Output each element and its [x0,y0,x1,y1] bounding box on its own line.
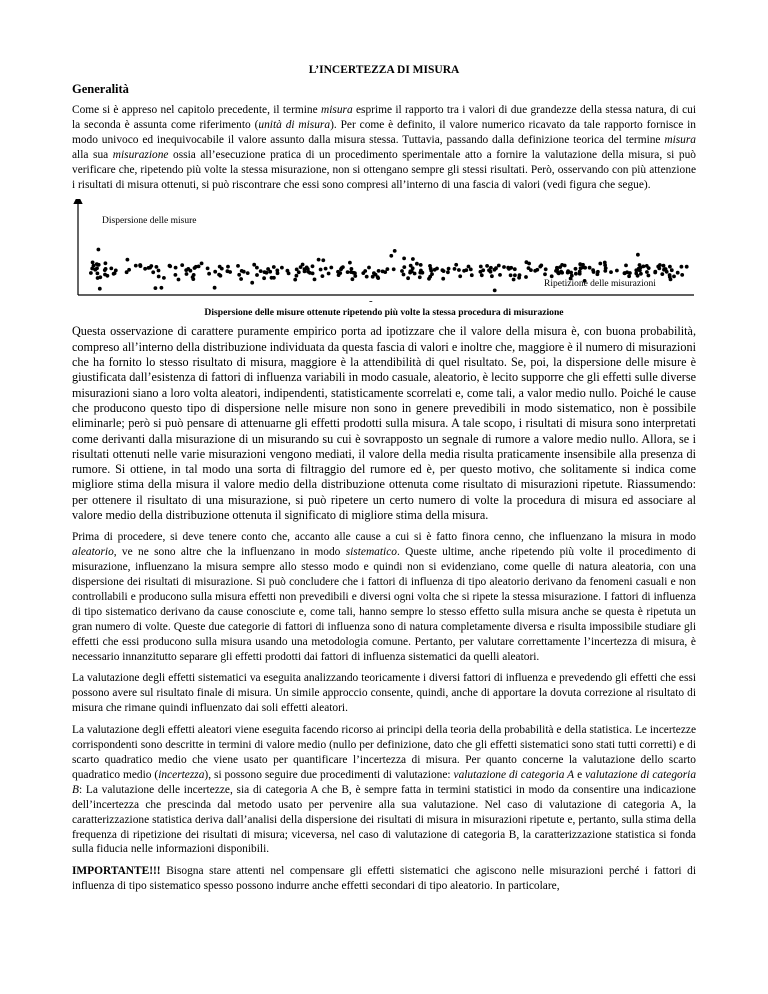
measurement-point [579,267,583,271]
p1-text-e: ). Per come è definito, il valore numerico ricavato da tale rapporto fornisce in modo univoco ed inequivocabile il valore assunto dalla misura stessa. Tuttavia, passando dalla definizione teorica del termine [72,118,697,146]
measurement-point [543,273,547,277]
measurement-point [624,264,628,268]
measurement-point [639,266,643,270]
measurement-point [98,276,102,280]
measurement-point [262,277,266,281]
dispersion-plot [72,199,696,305]
measurement-point [324,267,328,271]
measurement-point [125,271,129,275]
p6-text: Bisogna stare attenti nel compensare gli effetti sistematici che agiscono nelle misurazioni perché i fattori di influenza di tipo sistematico spesso possono indurre anche effetti secondari di tipo aleatorio. In particolare, [72,865,696,893]
measurement-point [157,269,161,273]
measurement-point [160,286,164,290]
measurement-point [98,287,102,291]
measurement-point [670,269,674,273]
measurement-point [255,266,259,270]
measurement-point [441,277,445,281]
measurement-point [177,278,181,282]
measurement-point [272,276,276,280]
measurement-point [168,265,172,269]
measurement-point [367,266,371,270]
measurement-point [676,271,680,275]
measurement-point [218,265,222,269]
measurement-point [419,269,423,273]
measurement-point [311,272,315,276]
p3-text-c: , ve ne sono altre che la influenzano in modo [113,546,346,559]
measurement-point [226,265,230,269]
measurement-point [266,268,270,272]
measurement-point [467,265,471,269]
measurement-point [317,258,321,262]
measurement-point [365,275,369,279]
p5-term-incertezza: incertezza [158,768,205,781]
measurement-point [479,265,483,269]
measurement-point [669,278,673,282]
measurement-point [680,273,684,277]
measurement-point [143,267,147,271]
measurement-point [660,273,664,277]
measurement-point [321,259,325,263]
measurement-point [348,261,352,265]
measurement-point [429,269,433,273]
p1-term-misura: misura [321,104,353,116]
measurement-point [400,270,404,274]
measurement-point [574,267,578,271]
measurement-point [668,274,672,278]
measurement-point [535,268,539,272]
measurement-point [109,267,113,271]
measurement-point [402,266,406,270]
measurement-point [462,269,466,273]
section-heading: Generalità [72,82,129,96]
measurement-point [598,262,602,266]
measurement-point [634,272,638,276]
measurement-point [185,273,189,277]
measurement-point [447,267,451,271]
measurement-point [352,271,356,275]
p1-text-a: Come si è appreso nel capitolo precedente, il termine [72,104,321,116]
measurement-point [299,266,303,270]
measurement-point [433,268,437,272]
measurement-point [596,270,600,274]
measurement-point [409,270,413,274]
measurement-point [479,270,483,274]
measurement-point [217,273,221,277]
measurement-point [458,275,462,279]
measurement-point [104,262,108,266]
measurement-point [157,275,161,279]
measurement-point [544,268,548,272]
measurement-point [498,273,502,277]
measurement-point [489,270,493,274]
measurement-point [311,265,315,269]
y-axis-label: Dispersione delle misure [102,216,197,227]
x-axis-tick: - [369,295,373,306]
measurement-point [207,272,211,276]
measurement-point [513,268,517,272]
paragraph-1 [72,103,696,192]
measurement-point [480,274,484,278]
measurement-point [392,268,396,272]
p5-text-g: : La valutazione delle incertezze, sia di categoria A che B, è sempre fatta in termini statistici in modo da consentire una indicazione dell’incertezza che prescinda dal metodo usato per pervenire alla sua valutazione. Nel caso di valutazione di categoria A, la caratterizzazione statistica deriva dall’analisi della dispersione dei risultati di misura in misurazioni ripetute e, pertanto, sulla stima della frequenza di ripetizione dei risultati di misura; viceversa, nel caso di valutazione di categoria B, la caratterizzazione statistica si fonda sulla fiducia nelle informazioni disponibili. [72,783,696,856]
measurement-point [319,268,323,272]
p3-text-e: . Queste ultime, anche ripetendo più volte il procedimento di misurazione, influenzano la misura sempre allo stesso modo e quindi non si evidenziano, come quelle di natura aleatoria, con una dispersione dei risultati di misurazione. Si può concludere che i fattori di influenza di tipo aleatorio derivano da fenomeni casuali e non controllabili e producono sulla misura effetti non prevedibili e diversi ogni volta che si ripete la stessa misurazione. I fattori di influenza di tipo sistematico derivano da cause conosciute e, come tali, hanno sempre lo stesso effetto sulla misura anche se questa è ripetuta un gran numero di volte. Queste due categorie di fattori di influenza sono di natura completamente diversa e risulta impossibile studiare gli effetti che essi producono sulla misura usando una metodologia comune. Pertanto, per valutare correttamente l’incertezza di misura, è necessario innanzitutto separare gli effetti prodotti dai fattori di influenza sistematici da quelli aleatori. [72,546,696,663]
p1-text-c: esprime il rapporto tra i valori di due grandezze della stessa natura, di cui la seconda è assunta come riferimento ( [72,104,696,131]
measurement-point [393,249,397,253]
measurement-point [489,266,493,270]
measurement-point [574,272,578,276]
measurement-point [470,274,474,278]
measurement-point [103,269,107,273]
measurement-point [493,268,497,272]
measurement-point [239,278,243,282]
measurement-point [252,263,256,267]
measurement-point [509,266,513,270]
measurement-point [297,271,301,275]
measurement-point [665,270,669,274]
measurement-point [246,272,250,276]
measurement-point [680,265,684,269]
measurement-point [138,264,142,268]
paragraph-4: La valutazione degli effetti sistematici va eseguita analizzando teoricamente i diversi fattori di influenza e prevedendo gli effetti che essi possono avere sul risultato finale di misura. Un simile approccio consente, quindi, anche di apportare la dovuta correzione al risultato di misura che rimane quindi influenzato dai soli effetti aleatori. [72,672,696,715]
measurement-point [672,275,676,279]
measurement-point [566,270,570,274]
paragraph-6 [72,864,696,894]
measurement-point [512,278,516,282]
measurement-point [180,264,184,268]
measurement-point [647,274,651,278]
measurement-point [615,269,619,273]
measurement-point [560,271,564,275]
measurement-point [272,266,276,270]
measurement-point [155,265,159,269]
paragraph-5 [72,723,696,857]
measurement-point [97,248,101,252]
p5-term-categoria-a: valutazione di categoria A [453,768,575,781]
measurement-point [419,263,423,267]
measurement-point [237,273,241,277]
measurement-point [653,271,657,275]
measurement-point [154,287,158,291]
p1-term-misurazione: misurazione [112,148,169,161]
p5-text-c: ), si possono seguire due procedimenti di valutazione: [204,768,454,781]
measurement-point [95,267,99,271]
measurement-point [402,273,406,277]
measurement-point [353,275,357,279]
measurement-point [428,264,432,268]
p3-term-aleatorio: aleatorio [72,546,114,559]
measurement-point [560,263,564,267]
measurement-point [636,253,640,257]
measurement-point [639,272,643,276]
measurement-point [529,269,533,273]
measurement-point [517,276,521,280]
measurement-point [371,275,375,279]
measurement-point [193,267,197,271]
measurement-point [376,277,380,281]
measurement-point [493,289,497,293]
p1-text-i: ossia all’esecuzione pratica di un procedimento sperimentale atto a fornire la valutazione della misura, si può verificare che, ripetendo più volte la stessa misurazione, non si ottengano sempre gli stessi risultati. Però, osservando con più attenzione i risultati di misura ottenuti, si può riscontrare che essi sono compresi all’interno di una fascia di valori (vedi figura che segue). [72,148,696,191]
measurement-point [162,276,166,280]
measurement-point [174,266,178,270]
measurement-point [685,265,689,269]
measurement-point [627,275,631,279]
measurement-point [192,273,196,277]
document-page [72,64,696,901]
measurement-point [556,271,560,275]
measurement-point [570,274,574,278]
paragraph-3 [72,530,696,664]
measurement-point [406,277,410,281]
measurement-point [427,277,431,281]
measurement-point [527,262,531,266]
measurement-point [538,265,542,269]
paragraph-2: Questa osservazione di carattere puramente empirico porta ad ipotizzare che il valore della misura è, con buona probabilità, compreso all’interno della distribuzione individuata da questa fascia di valori e inoltre che, maggiore è il numero di misurazioni che ha fornito lo stesso risultato di misura, maggiore è la attendibilità di quel risultato. Se, poi, la dispersione delle misure è giustificata dall’esistenza di fattori di influenza variabili in modo casuale, aleatorio, è lecito supporre che gli effetti sulle diverse misurazioni siano a loro volta aleatori, indipendenti, statisticamente scorrelati e, come tali, a valor medio nullo. Poiché le cause che producono questo tipo di dispersione nelle misure non sono in genere prevedibili in modo sistematico, non è possibile eliminarle; però si può pensare di attenuarne gli effetti prodotti sulla misura. A tale scopo, i risultati di misura sono interpretati come derivanti dalla misurazione di un misurando su cui è sovrapposto un segnale di rumore a valore medio nullo. Allora, se i risultati ottenuti nelle varie misurazioni vengono mediati, il valore della media risulta praticamente insensibile alla presenza di rumore. Si ottiene, in tal modo una sorta di filtraggio del rumore ed è, per questo motivo, che solitamente si indica come migliore stima della misura il valore medio della distribuzione ottenuta come risultato di misurazioni ripetute. Riassumendo: per ottenere il risultato di una misurazione, si può ripetere un certo numero di volte la procedura di misura ed associare al valore medio della distribuzione ottenuta il significato di migliore stima della misura. [72,324,696,522]
measurement-point [509,274,513,278]
measurement-point [255,274,259,278]
measurement-point [453,267,457,271]
measurement-point [446,271,450,275]
measurement-point [106,274,110,278]
measurement-point [497,264,501,268]
measurement-point [578,270,582,274]
measurement-point [346,271,350,275]
figure-caption: Dispersione delle misure ottenute ripetendo più volte la stessa procedura di misurazione [204,307,564,319]
p5-text-e: e [574,768,586,781]
measurement-point [293,278,297,282]
measurement-point [386,268,390,272]
measurement-point [339,268,343,272]
measurement-point [250,281,254,285]
page-title: L’INCERTEZZA DI MISURA [308,64,460,76]
measurement-point [306,270,310,274]
x-axis-label: Ripetizione delle misurazioni [544,279,656,290]
measurement-point [411,267,415,271]
p1-term-misura-2: misura [664,133,696,146]
measurement-point [134,264,138,268]
measurement-point [338,272,342,276]
measurement-point [329,266,333,270]
measurement-point [609,271,613,275]
measurement-point [184,269,188,273]
measurement-point [286,269,290,273]
measurement-point [418,276,422,280]
measurement-point [591,269,595,273]
measurement-point [303,268,307,272]
measurement-point [457,269,461,273]
measurement-point [275,269,279,273]
measurement-point [430,273,434,277]
measurement-point [381,270,385,274]
measurement-point [662,264,666,268]
measurement-point [91,261,95,265]
measurement-point [174,273,178,277]
measurement-point [442,270,446,274]
measurement-point [402,257,406,261]
measurement-point [550,275,554,279]
measurement-point [413,272,417,276]
measurement-point [372,272,376,276]
measurement-point [228,271,232,275]
measurement-point [313,278,317,282]
measurement-point [295,274,299,278]
measurement-point [148,266,152,270]
measurement-point [240,269,244,273]
p1-term-unita: unità di misura [258,118,331,131]
measurement-point [502,266,506,270]
p1-text-g: alla sua [72,148,113,161]
p5-term-categoria-b: valutazione di categoria B [72,768,697,796]
measurement-point [206,267,210,271]
p3-term-sistematico: sistematico [345,546,397,559]
measurement-point [213,270,217,274]
measurement-point [411,258,415,262]
measurement-point [588,266,592,270]
measurement-point [97,263,101,267]
measurement-point [623,272,627,276]
measurement-point [524,276,528,280]
measurement-point [658,264,662,268]
measurement-point [645,271,649,275]
measurement-point [321,275,325,279]
measurement-point [513,274,517,278]
measurement-point [668,265,672,269]
measurement-point [415,262,419,266]
measurement-point [389,254,393,258]
measurement-point [280,266,284,270]
measurement-point [151,271,155,275]
measurement-point [96,272,100,276]
measurement-point [377,269,381,273]
measurement-point [200,262,204,266]
measurement-point [485,264,489,268]
p5-text-a: La valutazione degli effetti aleatori viene eseguita facendo ricorso ai principi della teoria della probabilità e della statistica. Le incertezze corrispondenti sono descritte in termini di valore medio (nullo per definizione, dato che gli effetti sistematici sono stati tutti corretti) e di scarto quadratico medio che viene usato per quantificare l’incertezza di misura. Per quanto concerne la valutazione dello scarto quadratico medio ( [72,724,696,781]
dispersion-figure [72,199,696,305]
measurement-point [213,286,217,290]
measurement-point [363,270,367,274]
measurement-point [351,278,355,282]
p3-text-a: Prima di procedere, si deve tenere conto che, accanto alle cause a cui si è fatto finora cenno, che influenzano la misura in modo [72,531,696,544]
measurement-point [555,266,559,270]
measurement-point [454,263,458,267]
measurement-point [114,269,118,273]
measurement-point [645,264,649,268]
measurement-point [327,272,331,276]
measurement-point [265,271,269,275]
measurement-point [604,267,608,271]
important-label: IMPORTANTE!!! [72,865,161,878]
measurement-point [236,264,240,268]
measurement-point [89,272,93,276]
measurement-point [490,275,494,279]
measurement-point [126,258,130,262]
measurement-point [259,270,263,274]
